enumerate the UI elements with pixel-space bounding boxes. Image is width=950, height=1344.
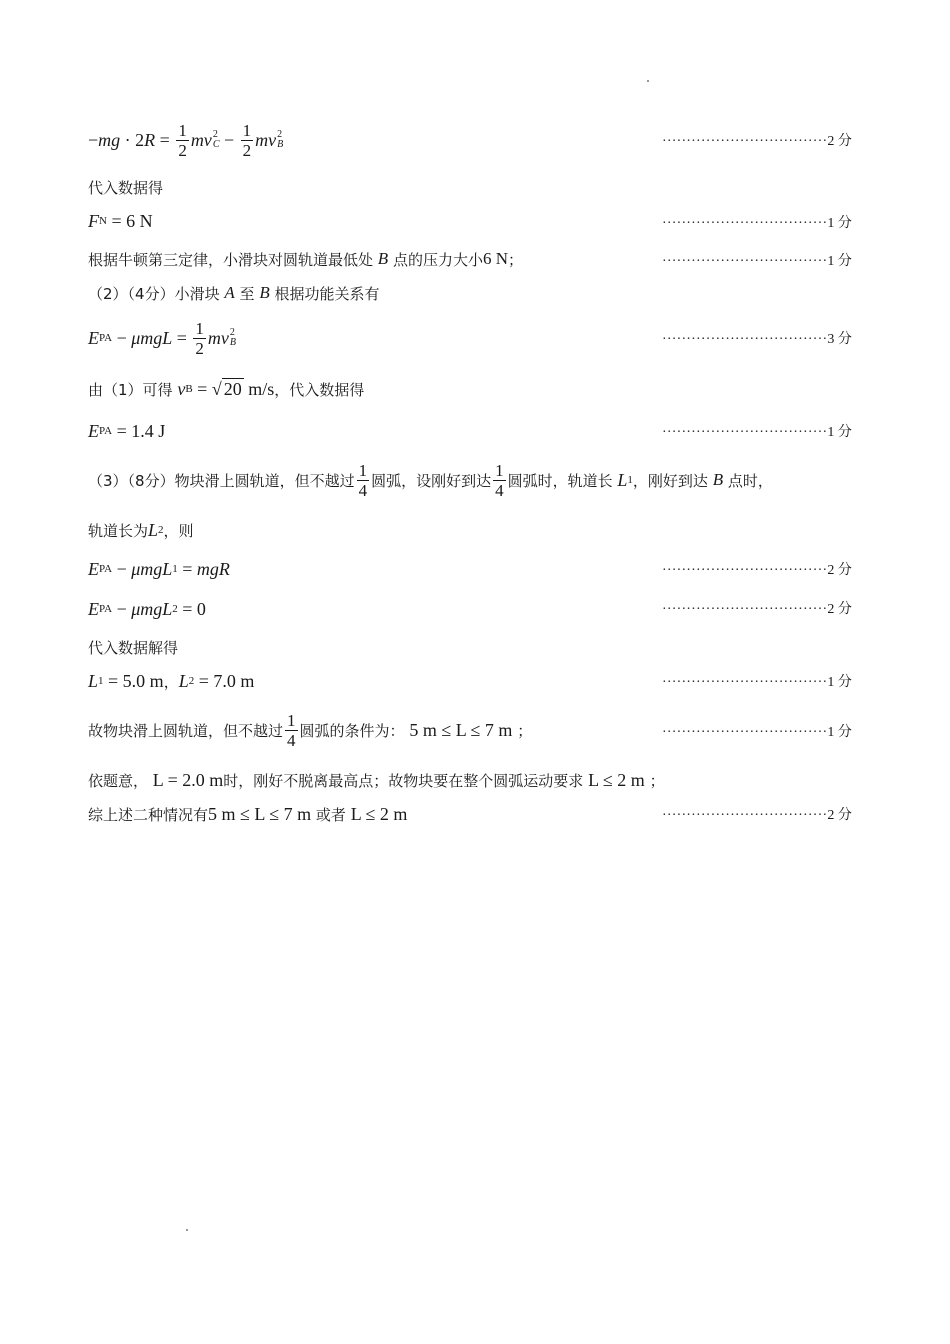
equation-l2-condition: E PA − μmgL 2 = 0 — [88, 598, 206, 619]
score-line-8: ··································1 分 — [662, 424, 852, 440]
score-line-11: ··································2 分 — [662, 562, 852, 578]
score-line-14: ··································1 分 — [662, 674, 852, 690]
text-solve: 代入数据解得 — [88, 638, 179, 657]
score-line-15: ··································1 分 — [662, 724, 852, 740]
score-line-4: ··································1 分 — [662, 253, 852, 269]
score-line-17: ··································2 分 — [662, 807, 852, 823]
equation-normal-force: F N = 6 N — [88, 210, 153, 231]
equation-l1-l2-results: L 1 = 5.0 m ， L 2 = 7.0 m — [88, 670, 255, 691]
text-substitute-data: 代入数据得 — [88, 178, 164, 197]
score-line-3: ··································1 分 — [662, 215, 852, 231]
text-top-point-condition: 依题意， L = 2.0 m 时，刚好不脱离最高点；故物块要在整个圆弧运动要求 L ≤ 2 m ； — [88, 769, 665, 790]
score-line-1: ··································2 分 — [662, 133, 852, 149]
score-line-6: ··································3 分 — [662, 331, 852, 347]
equation-work-energy-a-to-b: E PA − μmgL = $\frac{1}{2}$ mv 2 B — [88, 318, 237, 358]
text-track-length-l2: 轨道长为 L 2 ，则 — [88, 519, 194, 540]
scan-dot-bottom — [186, 1229, 188, 1231]
text-from-part-1: 由（1）可得 v B = √ 20 m/s ，代入数据得 — [88, 378, 365, 399]
equation-energy-b-to-c: − mg · 2 R = $\frac{1}{2}$ mv 2 C − $\frac{1}{2}$ mv 2 B — [88, 120, 284, 160]
equation-epa-result: E PA = 1.4 J — [88, 420, 166, 441]
score-line-12: ··································2 分 — [662, 601, 852, 617]
text-part-3-heading: （3）（8分）物块滑上圆轨道，但不越过 $\frac{1}{4}$ 圆弧，设刚好到达 $\frac{1}{4}$ 圆弧时，轨道长 L 1 ，刚好到达 B 点时， — [88, 460, 773, 500]
text-range-condition: 故物块滑上圆轨道，但不越过 $\frac{1}{4}$ 圆弧的条件为： 5 m ≤ L ≤ 7 m ； — [88, 710, 533, 750]
scan-dot-top — [647, 80, 649, 82]
text-part-2-heading: （2）（4分）小滑块 A 至 B 根据功能关系有 — [88, 283, 380, 303]
text-conclusion: 综上述二种情况有 5 m ≤ L ≤ 7 m 或者 L ≤ 2 m — [88, 803, 408, 824]
equation-l1-condition: E PA − μmgL 1 = mgR — [88, 558, 230, 579]
text-newton-third-law: 根据牛顿第三定律，小滑块对圆轨道最低处 B 点的压力大小 6 N ； — [88, 249, 524, 269]
